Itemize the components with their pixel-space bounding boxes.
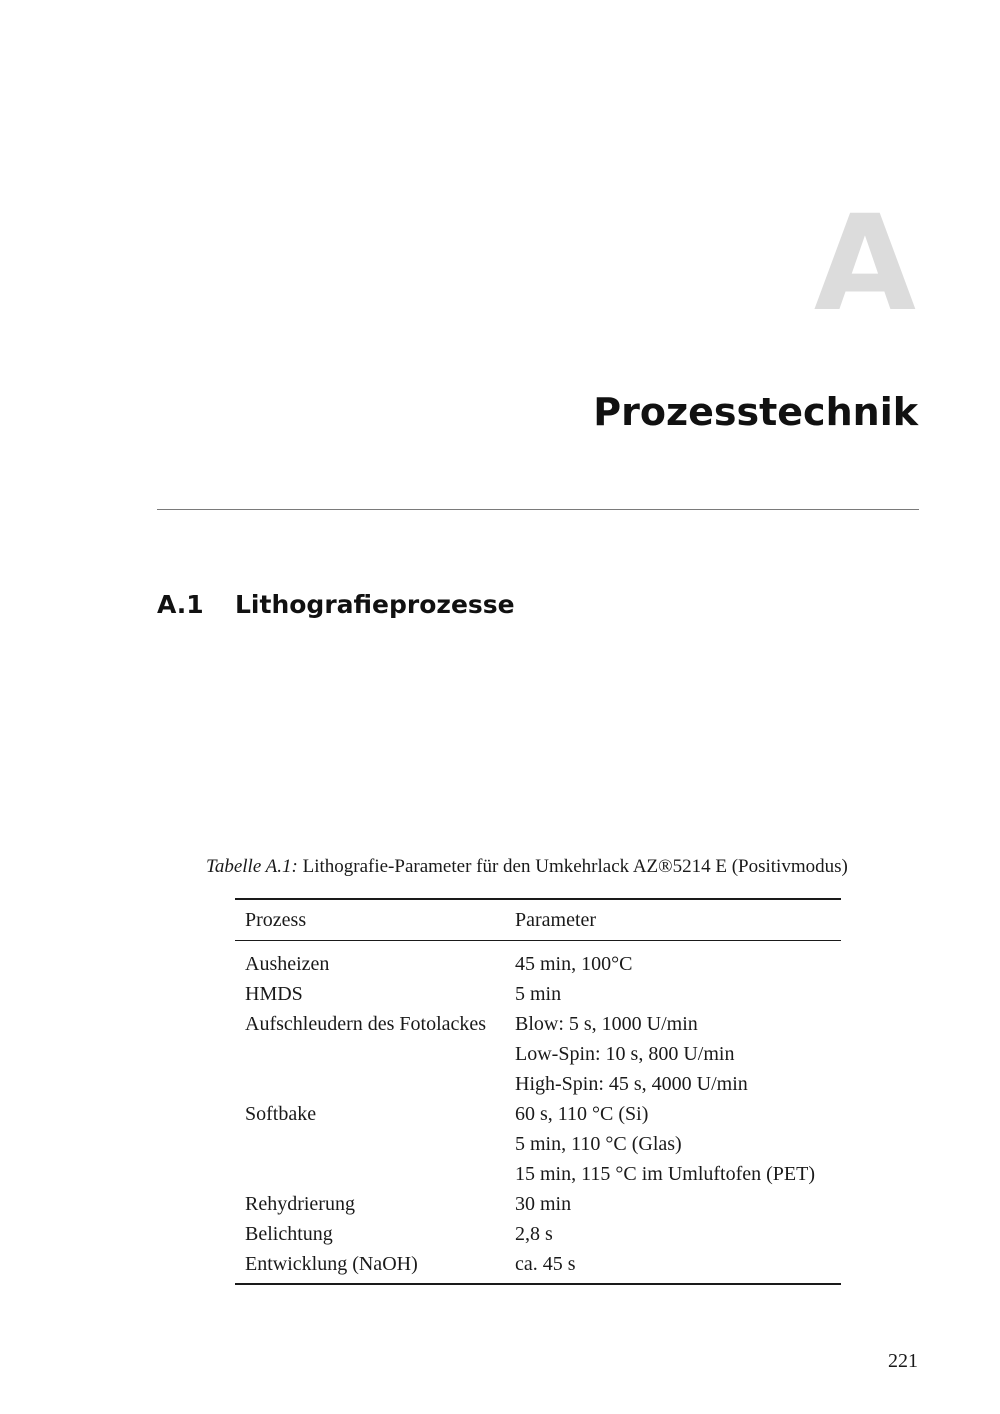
parameter-cell: 45 min, 100°C [515,952,633,975]
parameter-cell: ca. 45 s [515,1252,576,1275]
parameter-table [235,898,841,1285]
table-row [235,1039,841,1069]
table-caption-label: Tabelle A.1: [206,856,298,877]
chapter-divider [157,509,919,510]
parameter-cell: 60 s, 110 °C (Si) [515,1102,649,1125]
process-cell [235,1159,505,1189]
table-row [235,1009,841,1039]
process-cell: Ausheizen [245,952,330,975]
column-header-parameter: Parameter [515,908,597,931]
section-heading [157,590,515,620]
parameter-cell: 30 min [515,1192,572,1215]
process-cell [235,1069,505,1099]
table-row [235,979,841,1009]
table-row [235,941,841,980]
table-caption [206,856,886,879]
table-row [235,1099,841,1129]
table-row [235,1189,841,1219]
section-number: A.1 [157,590,204,619]
chapter-title: Prozesstechnik [593,390,918,434]
parameter-cell: 5 min, 110 °C (Glas) [515,1132,682,1155]
section-title: Lithografieprozesse [235,590,515,619]
process-cell: Aufschleudern des Fotolackes [245,1012,487,1035]
table-row [235,1249,841,1284]
parameter-cell: High-Spin: 45 s, 4000 U/min [515,1072,748,1095]
parameter-cell: Blow: 5 s, 1000 U/min [515,1012,698,1035]
process-cell: Rehydrierung [245,1192,355,1215]
table-row [235,1219,841,1249]
process-cell: HMDS [245,982,303,1005]
table-caption-text: Lithografie-Parameter für den Umkehrlack AZ®5214 E (Positivmodus) [302,856,848,877]
process-cell: Belichtung [245,1222,333,1245]
column-header-process: Prozess [245,908,307,931]
chapter-letter: A [813,187,916,341]
parameter-cell: 5 min [515,982,562,1005]
table-header-row [235,899,841,941]
table-row [235,1069,841,1099]
process-cell [235,1039,505,1069]
page-number: 221 [888,1350,918,1372]
process-cell [235,1129,505,1159]
table-row [235,1159,841,1189]
process-cell: Softbake [245,1102,317,1125]
parameter-cell: 15 min, 115 °C im Umluftofen (PET) [515,1162,816,1185]
table-row [235,1129,841,1159]
parameter-cell: Low-Spin: 10 s, 800 U/min [515,1042,735,1065]
parameter-cell: 2,8 s [515,1222,553,1245]
process-cell: Entwicklung (NaOH) [245,1252,418,1275]
